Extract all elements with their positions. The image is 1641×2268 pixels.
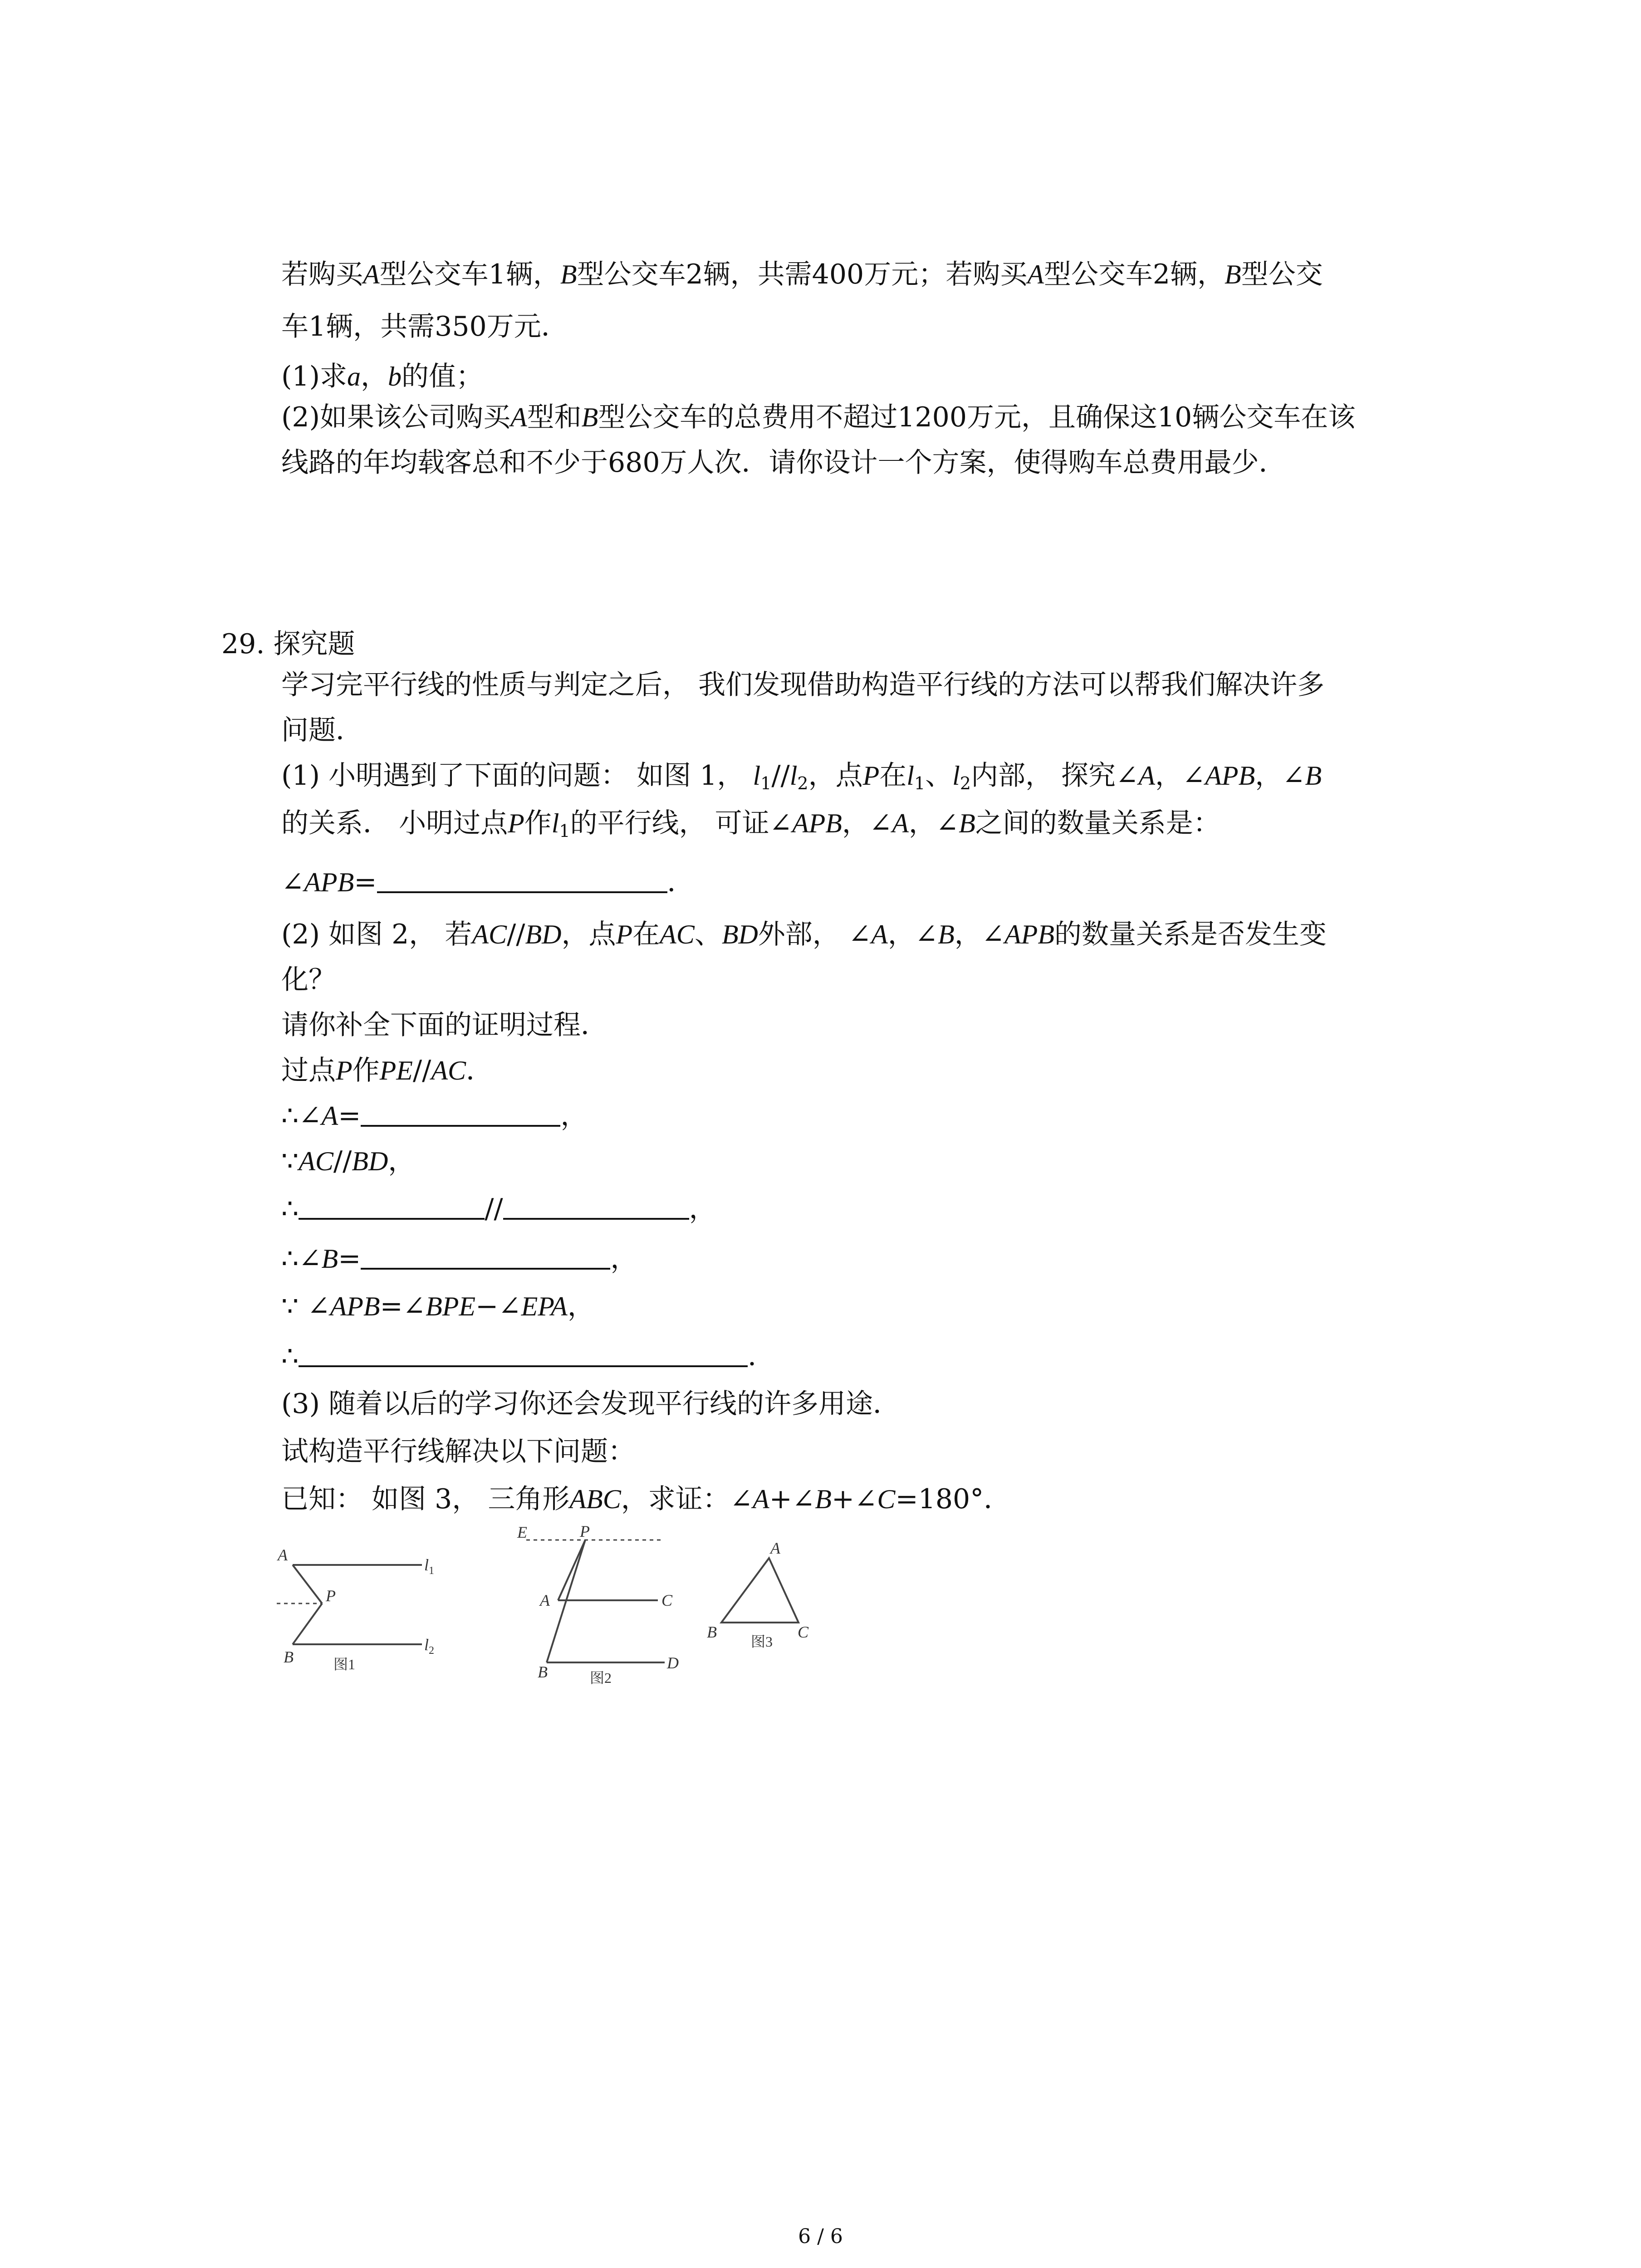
fig2-caption: 图2 bbox=[590, 1670, 612, 1686]
proof-step2: ∵AC//BD， bbox=[281, 1145, 416, 1177]
svg-text:l1 bbox=[424, 1556, 434, 1577]
answer-blank-step3b[interactable] bbox=[503, 1192, 689, 1220]
q29-intro-line2: 问题． bbox=[281, 714, 363, 746]
proof-step6: ∴ ． bbox=[281, 1338, 775, 1374]
proof-step1: ∴∠A= ， bbox=[281, 1098, 588, 1134]
fig3-caption: 图3 bbox=[751, 1633, 773, 1650]
q29-heading: 29. 探究题 bbox=[221, 628, 355, 660]
q29-part1-line2: 的关系． 小明过点P作$l_1$的平行线， 可证∠APB，∠A，∠B之间的数量关系是： bbox=[281, 807, 1220, 841]
fig2-segment-pa bbox=[558, 1540, 585, 1600]
fig1-label-l: l bbox=[424, 1636, 429, 1654]
fig3-label-b: B bbox=[707, 1623, 717, 1641]
q29-part3-line3: 已知： 如图 3， 三角形ABC，求证：∠A+∠B+∠C=180°． bbox=[281, 1483, 1011, 1515]
q28-line1: 若购买A型公交车1辆，B型公交车2辆，共需400万元；若购买A型公交车2辆，B型公交 bbox=[281, 259, 1323, 290]
q29-part2-line4: 过点P作PE//AC． bbox=[281, 1055, 494, 1086]
fig3-label-c: C bbox=[798, 1623, 809, 1641]
answer-blank-step1[interactable] bbox=[361, 1099, 560, 1127]
figure-3 bbox=[721, 1558, 798, 1623]
svg-text:l2 bbox=[424, 1636, 434, 1657]
fig1-label-a: A bbox=[278, 1546, 288, 1564]
fig2-label-d: D bbox=[667, 1654, 679, 1672]
q29-part3-line2: 试构造平行线解决以下问题： bbox=[281, 1436, 635, 1467]
page-number: 6 / 6 bbox=[798, 2225, 843, 2248]
answer-blank-step6[interactable] bbox=[299, 1339, 748, 1367]
fig3-label-a: A bbox=[770, 1539, 780, 1557]
q29-part1-answer: ∠APB= ． bbox=[281, 864, 695, 900]
figure-1 bbox=[277, 1565, 422, 1644]
q28-part2-line2: 线路的年均载客总和不少于680万人次．请你设计一个方案，使得购车总费用最少． bbox=[281, 447, 1286, 479]
fig2-label-b: B bbox=[538, 1663, 548, 1681]
fig2-label-c: C bbox=[661, 1591, 673, 1609]
q29-part1-line1: (1) 小明遇到了下面的问题： 如图 1， $l_1//l_2$，点P在$l_1$、$l_2$内部， 探究∠A，∠APB，∠B bbox=[281, 760, 1322, 793]
fig2-label-a: A bbox=[540, 1591, 550, 1609]
fig1-label-sub2: 2 bbox=[429, 1645, 435, 1657]
answer-blank-step3a[interactable] bbox=[299, 1192, 485, 1220]
fig3-triangle-abc bbox=[721, 1558, 798, 1623]
fig1-caption: 图1 bbox=[333, 1656, 356, 1672]
q28-line2: 车1辆，共需350万元． bbox=[281, 311, 568, 342]
fig1-label-l: l bbox=[424, 1556, 429, 1574]
q28-part1: (1)求a，b的值； bbox=[281, 361, 483, 392]
fig1-label-sub1: 1 bbox=[429, 1565, 435, 1577]
fig1-segment-pb bbox=[293, 1603, 322, 1644]
fig2-label-e: E bbox=[517, 1523, 527, 1541]
answer-blank-apb[interactable] bbox=[377, 865, 667, 893]
proof-step4: ∴∠B= ， bbox=[281, 1241, 637, 1277]
fig1-label-p: P bbox=[326, 1587, 336, 1605]
q28-part2-line1: (2)如果该公司购买A型和B型公交车的总费用不超过1200万元，且确保这10辆公交车在该 bbox=[281, 401, 1356, 433]
q29-part2-line1: (2) 如图 2， 若AC//BD，点P在AC、BD外部， ∠A，∠B，∠APB的数量关系是否发生变 bbox=[281, 919, 1327, 950]
figures-area bbox=[268, 1522, 948, 1686]
fig1-label-b: B bbox=[284, 1648, 294, 1666]
q29-part2-line3: 请你补全下面的证明过程． bbox=[281, 1009, 608, 1041]
proof-step3: ∴ // ， bbox=[281, 1191, 716, 1227]
q29-part3-line1: (3) 随着以后的学习你还会发现平行线的许多用途． bbox=[281, 1388, 901, 1420]
answer-blank-step4[interactable] bbox=[361, 1242, 610, 1270]
q29-intro-line1: 学习完平行线的性质与判定之后， 我们发现借助构造平行线的方法可以帮我们解决许多 bbox=[281, 669, 1325, 701]
fig1-segment-ap bbox=[293, 1565, 322, 1603]
fig2-label-p: P bbox=[580, 1522, 590, 1540]
proof-step5: ∵ ∠APB=∠BPE−∠EPA， bbox=[281, 1290, 595, 1322]
q29-part2-line2: 化？ bbox=[281, 964, 336, 996]
